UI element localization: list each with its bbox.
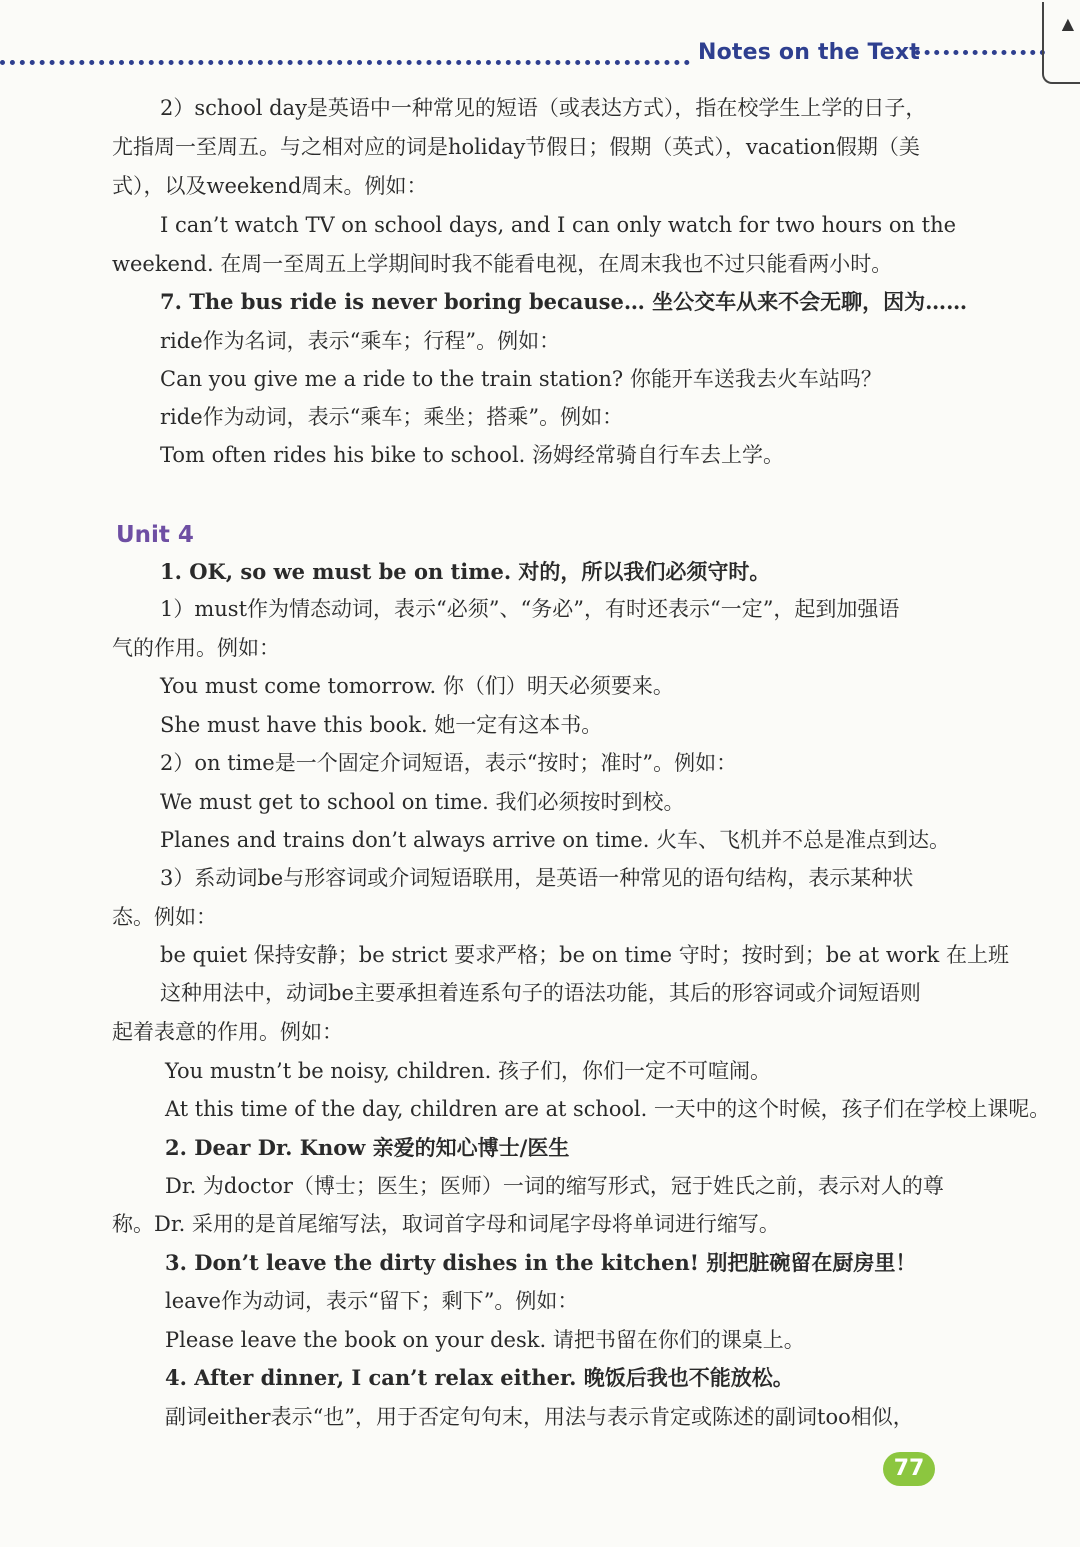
note-heading: 4. After dinner, I can’t relax either. 晚饭后我也不能放松。: [165, 1365, 794, 1390]
text-line: 起着表意的作用。例如：: [112, 1020, 343, 1044]
note-heading: 2. Dear Dr. Know 亲爱的知心博士/医生: [165, 1135, 570, 1160]
text-line: She must have this book. 她一定有这本书。: [160, 713, 603, 737]
text-line: weekend. 在周一至周五上学期间时我不能看电视，在周末我也不过只能看两小时。: [112, 252, 893, 276]
text-line: We must get to school on time. 我们必须按时到校。: [160, 790, 685, 814]
text-line: You must come tomorrow. 你（们）明天必须要来。: [160, 674, 674, 698]
text-line: 1）must作为情态动词，表示“必须”、“务必”，有时还表示“一定”，起到加强语: [160, 597, 900, 621]
page-tab-marker: [1042, 2, 1080, 84]
text-line: 式），以及weekend周末。例如：: [112, 174, 428, 198]
header-title: Notes on the Text: [698, 40, 921, 65]
text-line: 3）系动词be与形容词或介词短语联用，是英语一种常见的语句结构，表示某种状: [160, 866, 914, 890]
text-line: ride作为名词，表示“乘车；行程”。例如：: [160, 329, 561, 353]
header-dotted-rule-right: [915, 50, 1045, 55]
text-line: Planes and trains don’t always arrive on time. 火车、飞机并不总是准点到达。: [160, 828, 951, 852]
page-number-badge: 77: [883, 1452, 935, 1486]
text-line: 气的作用。例如：: [112, 636, 280, 660]
text-line: 2）on time是一个固定介词短语，表示“按时；准时”。例如：: [160, 751, 738, 775]
note-heading: 3. Don’t leave the dirty dishes in the kitchen! 别把脏碗留在厨房里！: [165, 1250, 917, 1275]
header-dotted-rule-left: [0, 60, 690, 65]
text-line: You mustn’t be noisy, children. 孩子们，你们一定不可喧闹。: [165, 1059, 771, 1083]
unit-heading: Unit 4: [116, 522, 194, 548]
tab-arrow-icon: ▲: [1061, 14, 1074, 33]
text-line: 态。例如：: [112, 905, 217, 929]
text-line: be quiet 保持安静；be strict 要求严格；be on time 守时；按时到；be at work 在上班: [160, 943, 1009, 967]
text-line: 2）school day是英语中一种常见的短语（或表达方式），指在校学生上学的日子，: [160, 96, 927, 120]
text-line: Please leave the book on your desk. 请把书留在你们的课桌上。: [165, 1328, 805, 1352]
note-heading: 7. The bus ride is never boring because… 坐公交车从来不会无聊，因为……: [160, 289, 968, 314]
text-line: Dr. 为doctor（博士；医生；医师）一词的缩写形式，冠于姓氏之前，表示对人的尊: [165, 1174, 944, 1198]
text-line: 副词either表示“也”，用于否定句句末，用法与表示肯定或陈述的副词too相似，: [165, 1405, 914, 1429]
text-line: 尤指周一至周五。与之相对应的词是holiday节假日；假期（英式），vacation假期（美: [112, 135, 920, 159]
text-line: ride作为动词，表示“乘车；乘坐；搭乘”。例如：: [160, 405, 624, 429]
text-line: 这种用法中，动词be主要承担着连系句子的语法功能，其后的形容词或介词短语则: [160, 981, 921, 1005]
text-line: 称。Dr. 采用的是首尾缩写法，取词首字母和词尾字母将单词进行缩写。: [112, 1212, 780, 1236]
text-line: At this time of the day, children are at school. 一天中的这个时候，孩子们在学校上课呢。: [165, 1097, 1051, 1121]
note-heading: 1. OK, so we must be on time. 对的，所以我们必须守时。: [160, 559, 771, 584]
running-header: [0, 14, 1080, 74]
text-line: Can you give me a ride to the train station? 你能开车送我去火车站吗？: [160, 367, 882, 391]
text-line: Tom often rides his bike to school. 汤姆经常骑自行车去上学。: [160, 443, 785, 467]
text-line: I can’t watch TV on school days, and I can only watch for two hours on the: [160, 213, 957, 237]
text-line: leave作为动词，表示“留下；剩下”。例如：: [165, 1289, 579, 1313]
